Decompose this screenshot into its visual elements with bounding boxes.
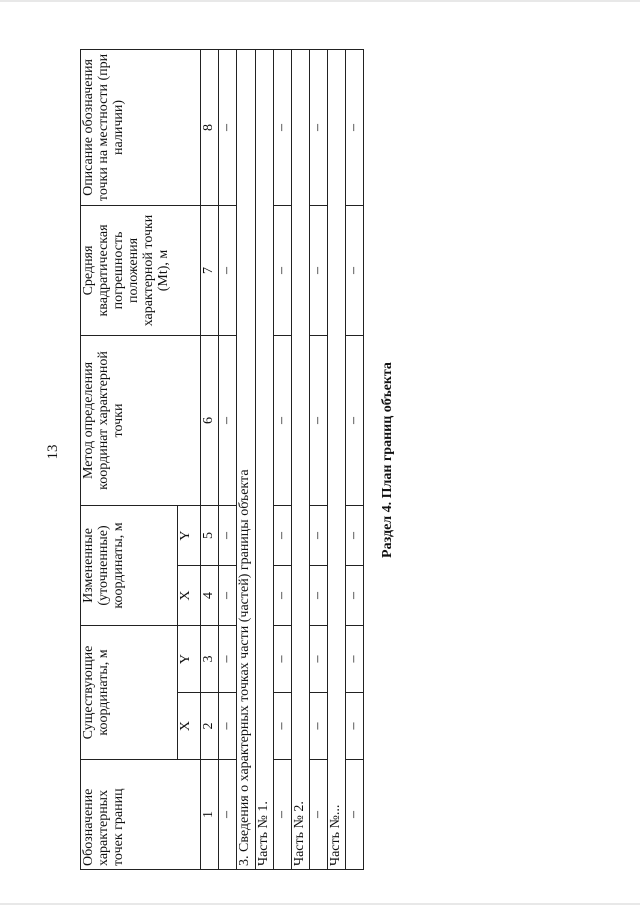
table-cell: –: [274, 760, 292, 870]
table-cell: –: [219, 335, 237, 505]
column-number: 7: [201, 205, 219, 335]
table-row: [310, 49, 328, 869]
header-y: Y: [178, 626, 201, 693]
page-number: 13: [45, 444, 61, 460]
table-cell: –: [310, 49, 328, 205]
table-cell: –: [219, 566, 237, 626]
table-cell: –: [274, 626, 292, 693]
table-cell: –: [274, 205, 292, 335]
table-cell: –: [219, 626, 237, 693]
table-cell: –: [346, 335, 364, 505]
column-number: 6: [201, 335, 219, 505]
table-cell: –: [346, 49, 364, 205]
table-cell: –: [310, 626, 328, 693]
header-x: X: [178, 566, 201, 626]
table-cell: –: [219, 205, 237, 335]
table-cell: –: [346, 760, 364, 870]
header-x: X: [178, 693, 201, 760]
header-method: Метод определения координат характерной точки: [81, 335, 201, 505]
page-top-edge: [0, 0, 640, 2]
table-cell: –: [274, 505, 292, 565]
column-number: 5: [201, 505, 219, 565]
table-cell: –: [310, 205, 328, 335]
column-number: 3: [201, 626, 219, 693]
column-number-row: [201, 49, 219, 869]
header-changed-coordinates: Измененные (уточненные) координаты, м: [81, 505, 178, 625]
table-cell: –: [274, 49, 292, 205]
header-y: Y: [178, 505, 201, 565]
table-row: [219, 49, 237, 869]
part-row: [292, 49, 310, 869]
table-cell: –: [310, 505, 328, 565]
table-cell: –: [346, 626, 364, 693]
column-number: 2: [201, 693, 219, 760]
part-label: Часть № 1.: [256, 49, 274, 869]
header-row: [81, 49, 178, 869]
header-point-designation: Обозначение характерных точек границ: [81, 760, 201, 870]
column-number: 4: [201, 566, 219, 626]
header-mean-square-error: Средняя квадратическая погрешность положения характерной точки (Mt), м: [81, 205, 201, 335]
table-cell: –: [274, 566, 292, 626]
table-cell: –: [219, 693, 237, 760]
rotated-content: [80, 50, 395, 870]
section-heading: 3. Сведения о характерных точках части (частей) границы объекта: [237, 49, 256, 869]
part-row: [256, 49, 274, 869]
part-row: [328, 49, 346, 869]
table-row: [346, 49, 364, 869]
column-number: 8: [201, 49, 219, 205]
header-existing-coordinates: Существующие координаты, м: [81, 626, 178, 760]
table-cell: –: [346, 566, 364, 626]
boundary-points-table: [80, 49, 364, 870]
table-cell: –: [219, 505, 237, 565]
section-row: [237, 49, 256, 869]
part-label: Часть № 2.: [292, 49, 310, 869]
table-cell: –: [274, 335, 292, 505]
table-cell: –: [310, 693, 328, 760]
table-cell: –: [346, 505, 364, 565]
table-cell: –: [274, 693, 292, 760]
header-description: Описание обозначения точки на местности (при наличии): [81, 49, 201, 205]
table-cell: –: [346, 693, 364, 760]
part-label: Часть №...: [328, 49, 346, 869]
table-cell: –: [310, 566, 328, 626]
table-cell: –: [346, 205, 364, 335]
section-title: Раздел 4. План границ объекта: [380, 362, 395, 558]
table-cell: –: [219, 49, 237, 205]
table-cell: –: [310, 760, 328, 870]
table-cell: –: [310, 335, 328, 505]
table-cell: –: [219, 760, 237, 870]
table-row: [274, 49, 292, 869]
column-number: 1: [201, 760, 219, 870]
